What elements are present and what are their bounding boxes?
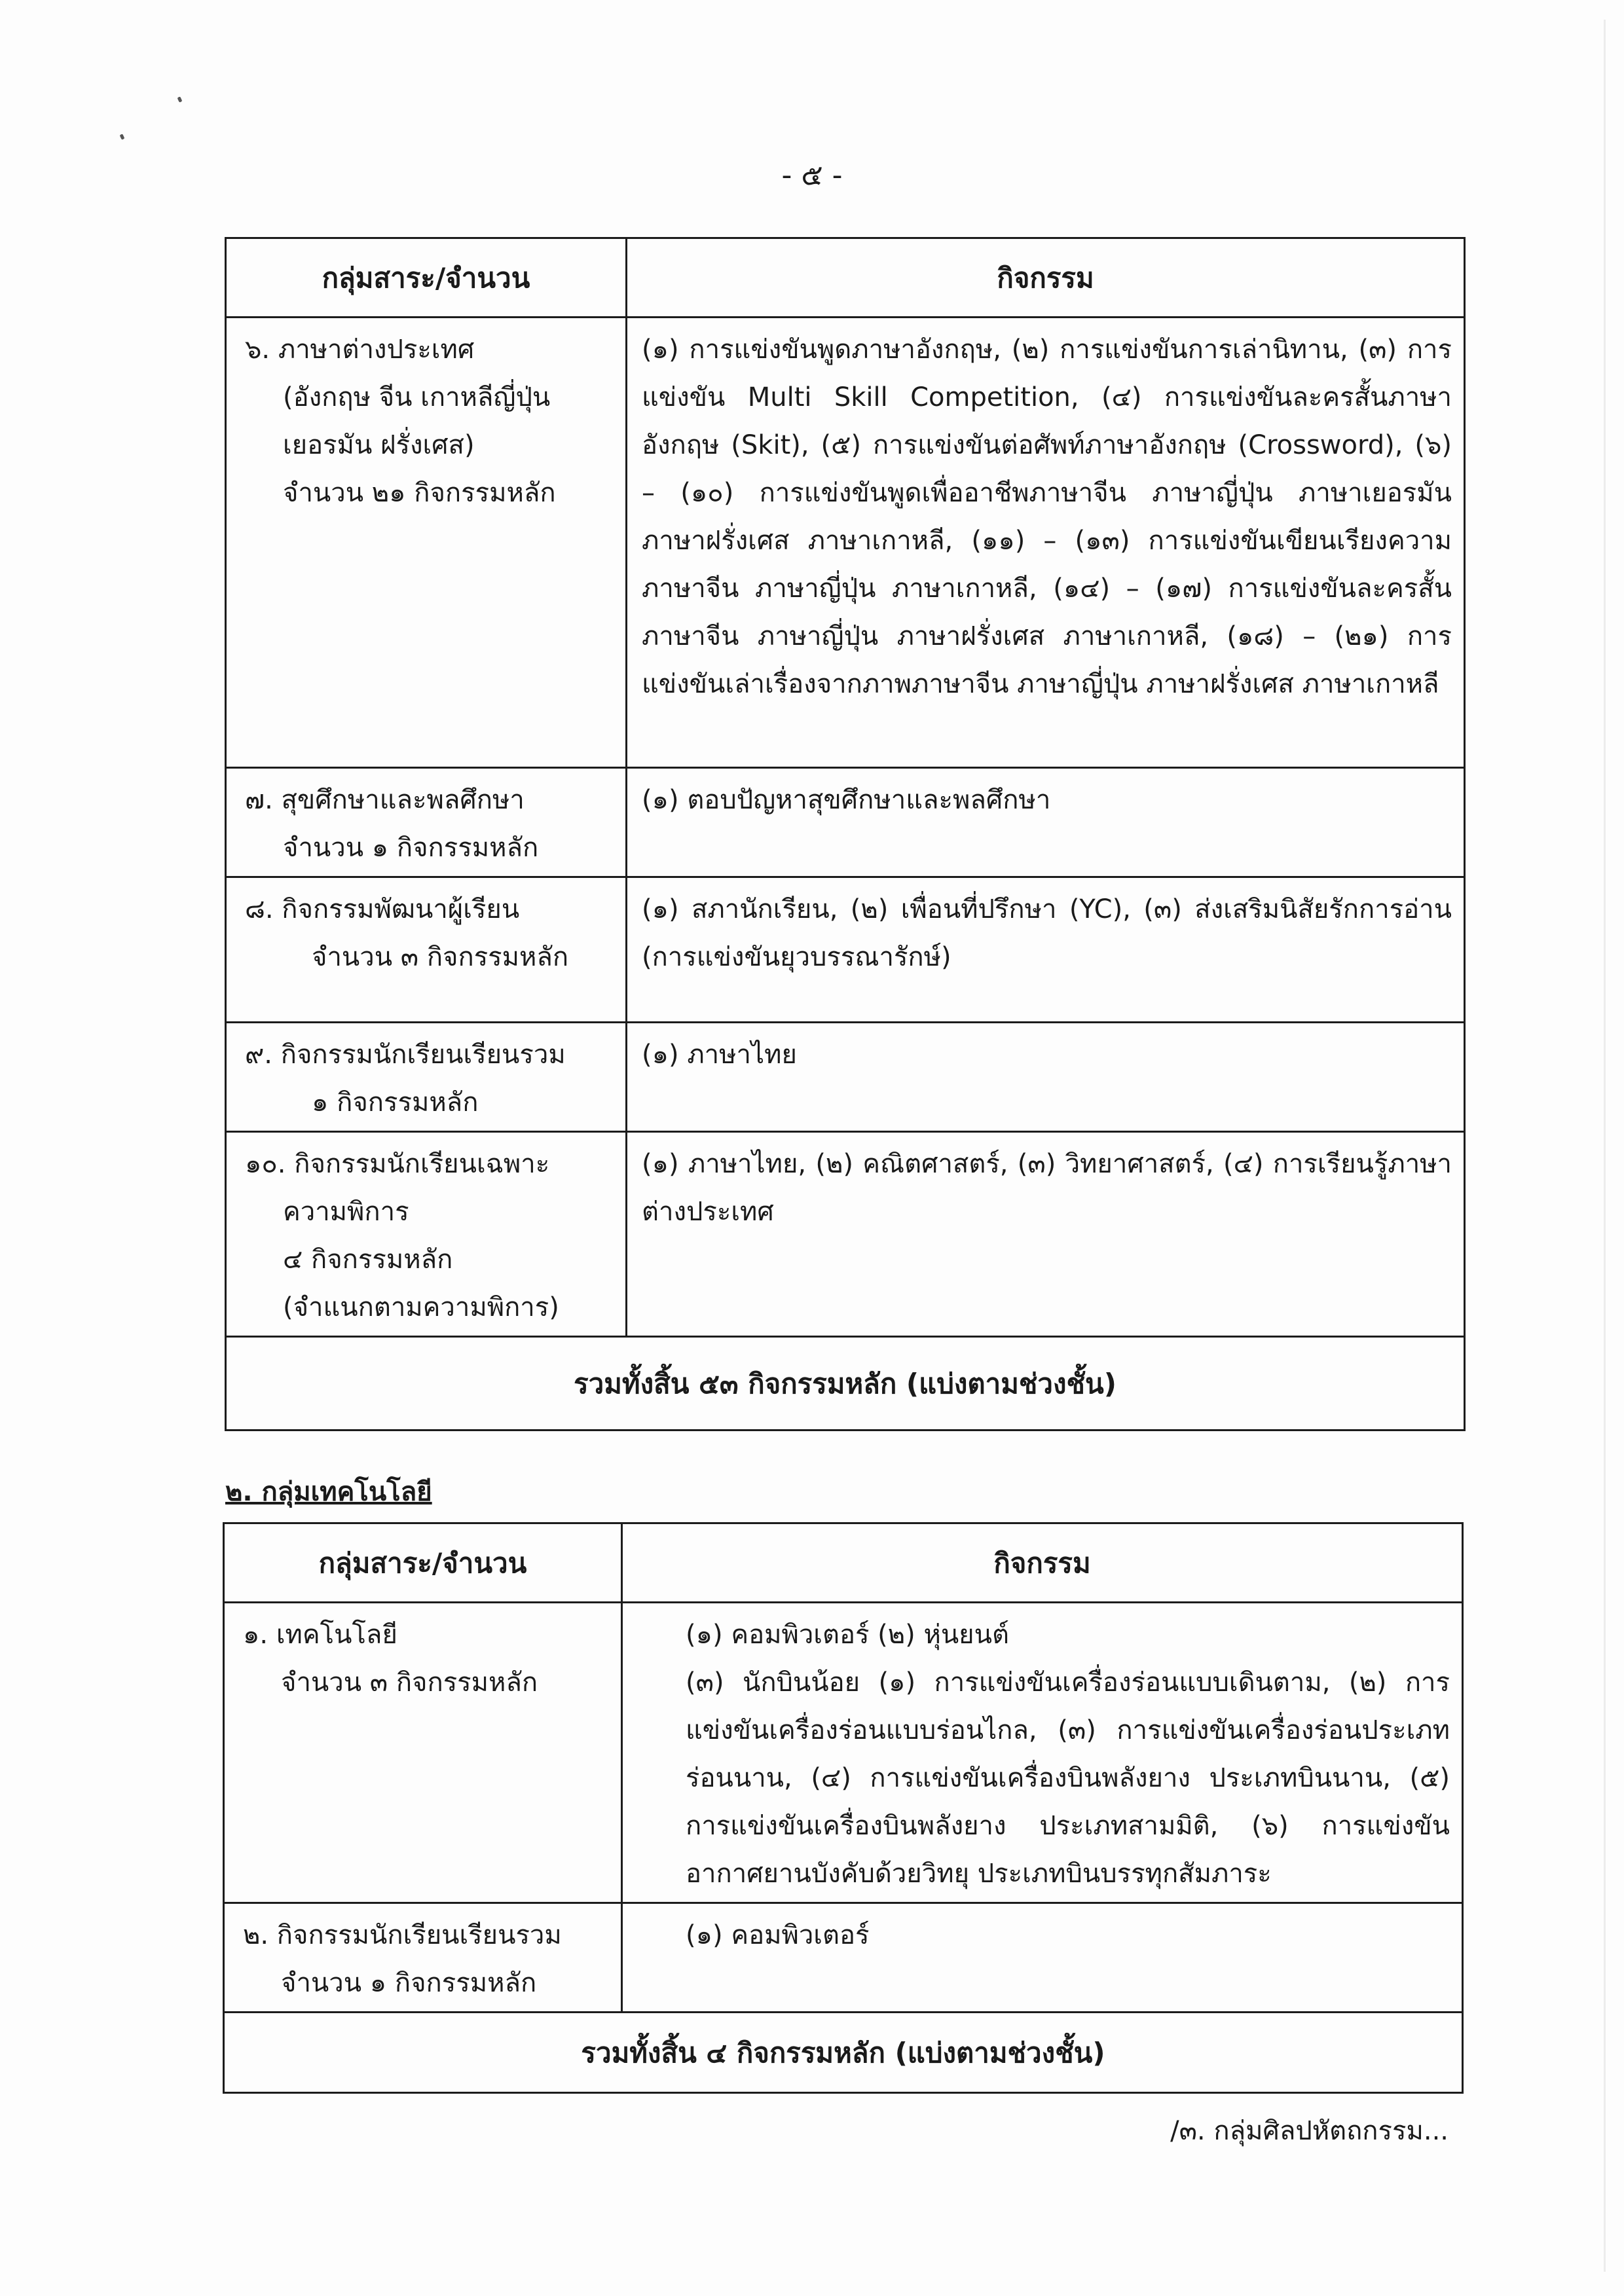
continuation-note: /๓. กลุ่มศิลปหัตถกรรม... [1170,2116,1449,2146]
table-row [226,1023,1465,1132]
activities-cell: (๑) ภาษาไทย [627,1023,1465,1132]
subject-title: ๙. กิจกรรมนักเรียนเรียนรวม [245,1040,566,1070]
section-heading: ๒. กลุ่มเทคโนโลยี [225,1477,432,1507]
subject-cell [226,877,627,1023]
table-header-row [224,1523,1463,1603]
subject-title: ๑๐. กิจกรรมนักเรียนเฉพาะ [245,1149,550,1179]
table-row [226,877,1465,1023]
total-row [224,2013,1463,2093]
header-activities: กิจกรรม [622,1523,1463,1603]
subject-count: ๑ กิจกรรมหลัก [312,1087,479,1118]
subject-detail: ความพิการ [283,1197,409,1227]
subject-count: จำนวน ๓ กิจกรรมหลัก [281,1667,538,1698]
scan-speck [177,96,183,102]
scan-speck [120,134,125,139]
subject-cell [224,1903,622,2013]
subject-count: จำนวน ๓ กิจกรรมหลัก [312,942,569,972]
subject-title: ๑. เทคโนโลยี [243,1620,397,1650]
subject-title: ๘. กิจกรรมพัฒนาผู้เรียน [245,894,520,924]
table-header-row [226,238,1465,318]
activities-cell: (๑) คอมพิวเตอร์ [622,1903,1463,2013]
table-row [226,1132,1465,1337]
subject-count: จำนวน ๑ กิจกรรมหลัก [283,833,539,863]
header-subject: กลุ่มสาระ/จำนวน [226,238,627,318]
activities-cell [622,1603,1463,1903]
total-cell: รวมทั้งสิ้น ๕๓ กิจกรรมหลัก (แบ่งตามช่วงชั้น) [226,1337,1465,1430]
table-row [224,1903,1463,2013]
subject-cell [226,1132,627,1337]
total-row [226,1337,1465,1430]
table-row [226,318,1465,768]
subject-count: จำนวน ๑ กิจกรรมหลัก [281,1968,537,1998]
activities-table-1 [225,237,1466,1431]
subject-cell [226,1023,627,1132]
activities-cell: (๑) การแข่งขันพูดภาษาอังกฤษ, (๒) การแข่งขันการเล่านิทาน, (๓) การแข่งขัน Multi Skill Competition, (๔) การแข่งขันละครสั้นภาษาอังกฤษ (Skit), (๕) การแข่งขันต่อศัพท์ภาษาอังกฤษ (Crossword), (๖) – (๑๐) การแข่งขันพูดเพื่ออาชีพภาษาจีน ภาษาญี่ปุ่น ภาษาเยอรมัน ภาษาฝรั่งเศส ภาษาเกาหลี, (๑๑) – (๑๓) การแข่งขันเขียนเรียงความภาษาจีน ภาษาญี่ปุ่น ภาษาเกาหลี, (๑๔) – (๑๗) การแข่งขันละครสั้นภาษาจีน ภาษาญี่ปุ่น ภาษาฝรั่งเศส ภาษาเกาหลี, (๑๘) – (๒๑) การแข่งขันเล่าเรื่องจากภาพภาษาจีน ภาษาญี่ปุ่น ภาษาฝรั่งเศส ภาษาเกาหลี [627,318,1465,768]
activities-text: (๓) นักบินน้อย (๑) การแข่งขันเครื่องร่อนแบบเดินตาม, (๒) การแข่งขันเครื่องร่อนแบบร่อนไกล, (๓) การแข่งขันเครื่องร่อนประเภทร่อนนาน, (๔) การแข่งขันเครื่องบินพลังยาง ประเภทบินนาน, (๕) การแข่งขันเครื่องบินพลังยาง ประเภทสามมิติ, (๖) การแข่งขันอากาศยานบังคับด้วยวิทยุ ประเภทบินบรรทุกสัมภาระ [686,1667,1450,1889]
subject-cell [224,1603,622,1903]
subject-count: ๔ กิจกรรมหลัก [283,1245,453,1275]
subject-title: ๒. กิจกรรมนักเรียนเรียนรวม [243,1920,562,1950]
total-cell: รวมทั้งสิ้น ๔ กิจกรรมหลัก (แบ่งตามช่วงชั้น) [224,2013,1463,2093]
subject-title: ๖. ภาษาต่างประเทศ [245,335,475,365]
header-activities: กิจกรรม [627,238,1465,318]
activities-table-2 [223,1522,1464,2094]
activities-cell: (๑) ตอบปัญหาสุขศึกษาและพลศึกษา [627,768,1465,877]
activities-cell: (๑) สภานักเรียน, (๒) เพื่อนที่ปรึกษา (YC), (๓) ส่งเสริมนิสัยรักการอ่าน (การแข่งขันยุวบรรณารักษ์) [627,877,1465,1023]
subject-title: ๗. สุขศึกษาและพลศึกษา [245,785,525,815]
table-row [224,1603,1463,1903]
scan-page-edge [1604,20,1606,2272]
subject-detail: (อังกฤษ จีน เกาหลีญี่ปุ่น [283,382,551,412]
activities-line: (๑) คอมพิวเตอร์ (๒) หุ่นยนต์ [686,1620,1009,1650]
subject-cell [226,318,627,768]
header-subject: กลุ่มสาระ/จำนวน [224,1523,622,1603]
table-row [226,768,1465,877]
subject-count: จำนวน ๒๑ กิจกรรมหลัก [283,478,556,508]
activities-cell: (๑) ภาษาไทย, (๒) คณิตศาสตร์, (๓) วิทยาศาสตร์, (๔) การเรียนรู้ภาษาต่างประเทศ [627,1132,1465,1337]
page-number: - ๕ - [781,158,843,192]
subject-detail: เยอรมัน ฝรั่งเศส) [283,430,475,460]
subject-detail: (จำแนกตามความพิการ) [283,1292,559,1322]
subject-cell [226,768,627,877]
